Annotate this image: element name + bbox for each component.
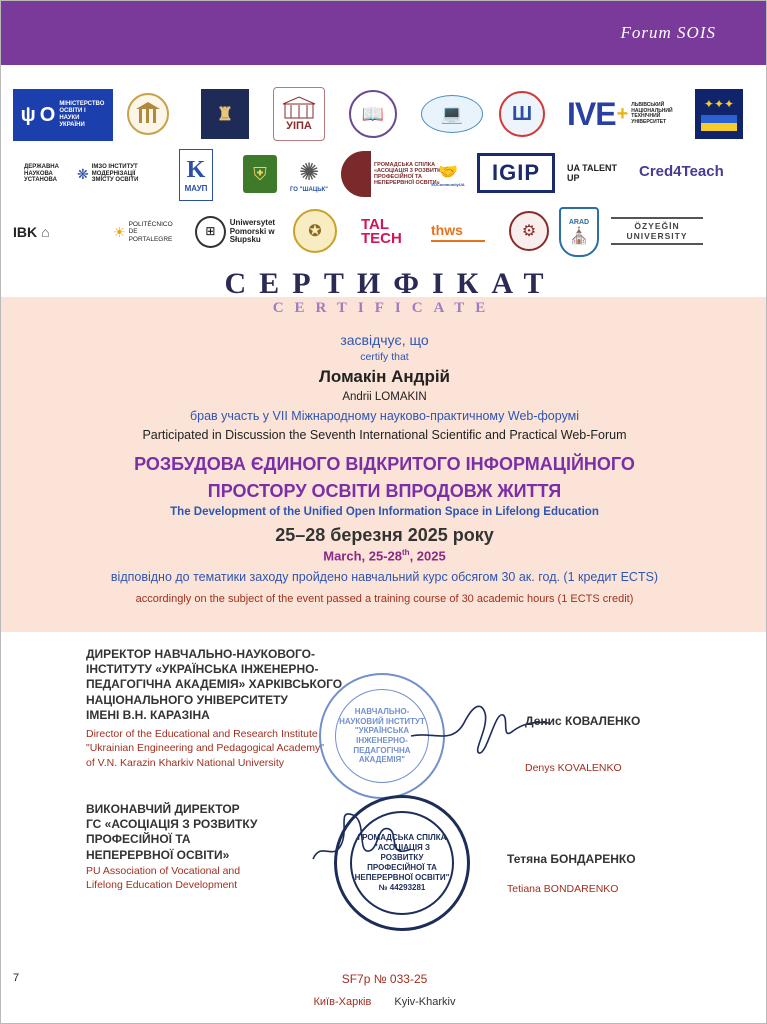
signatory-2-role <box>86 802 316 892</box>
signatory-2-role-en: PU Association of Vocational and Lifelong Education Development <box>86 864 241 892</box>
signatory-1-role-ua: ДИРЕКТОР НАВЧАЛЬНО-НАУКОВОГО- ІНСТИТУТУ «УКРАЇНСЬКА ІНЖЕНЕРНО- ПЕДАГОГІЧНА АКАДЕМІЯ» ХАРКІВСЬКОГО НАЦІОНАЛЬНОГО УНІВЕРСИТЕТУ ІМЕНІ В.Н. КАРАЗІНА <box>86 647 343 722</box>
swirl-icon: ✺ <box>298 158 320 186</box>
state-institution-logo: ДЕРЖАВНА НАУКОВА УСТАНОВА <box>24 164 59 184</box>
association-half-circle-icon <box>341 151 371 197</box>
ozyegin-logo: ÖZYEĞİN UNIVERSITY <box>611 217 703 245</box>
certificate-title-ua: СЕРТИФІКАТ <box>224 267 557 300</box>
university-seal-red-logo <box>509 211 549 251</box>
book-icon: 📖 <box>361 103 385 124</box>
maup-k-icon: K <box>186 157 206 183</box>
crest-icon: ♜ <box>216 103 234 124</box>
header-bar <box>1 1 767 65</box>
ive-logo: IVE + ЛЬВІВСЬКИЙ НАЦІОНАЛЬНИЙ ТЕХНІЧНИЙ УНІВЕРСИТЕТ <box>567 95 673 132</box>
association-vpo-logo: ГРОМАДСЬКА СПІЛКА «АСОЦІАЦІЯ З РОЗВИТКУ ПРОФЕСІЙНОЇ ТА НЕПЕРЕРВНОЇ ОСВІТИ» <box>341 147 465 201</box>
uniwersytet-pomorski-logo: ⊞ Uniwersytet Pomorski w Słupsku <box>195 213 285 251</box>
edcommunity-logo: 🤝 EUCommunityUA <box>431 163 465 187</box>
topic-en: The Development of the Unified Open Information Space in Lifelong Education <box>170 506 599 518</box>
igip-logo: IGIP <box>477 153 555 193</box>
flag-yellow-stripe <box>701 123 737 131</box>
dates-ua: 25–28 березня 2025 року <box>275 525 494 545</box>
columns-icon <box>133 99 163 129</box>
course-ua: відповідно до тематики заходу пройдено навчальний курс обсягом 30 ак. год. (1 кредит ECTS) <box>110 570 659 584</box>
politecnico-portalegre-logo: ☀ POLITÉCNICO DE PORTALEGRE <box>113 221 173 243</box>
partner-logos-row-1 <box>1 87 767 143</box>
taltech-logo: TAL TECH <box>361 215 402 247</box>
signatory-2-name-ua: Тетяна БОНДАРЕНКО <box>507 852 636 866</box>
signature-bondarenko <box>307 801 417 881</box>
institute-seal-logo <box>349 90 397 138</box>
participated-ua: брав участь у VІІ Міжнародному науково-практичному Web-форумі <box>189 409 580 423</box>
certificate-title-wrap <box>1 267 767 301</box>
signatory-1-name-ua: Денис КОВАЛЕНКО <box>525 714 641 728</box>
mon-ukraine-logo: ψ O МІНІСТЕРСТВО ОСВІТИ І НАУКИ УКРАЇНИ <box>13 89 113 141</box>
eu-stars-icon: ✦✦✦ <box>703 97 735 111</box>
plus-icon: + <box>616 102 629 125</box>
recipient-name-ua: Ломакін Андрій <box>318 367 450 386</box>
signatory-2-name-en: Tetiana BONDARENKO <box>507 883 619 895</box>
university-crest-logo <box>201 89 249 139</box>
association-stamp-text: ГРОМАДСЬКА СПІЛКА "АСОЦІАЦІЯ З РОЗВИТКУ ПРОФЕСІЙНОЇ ТА НЕПЕРЕРВНОЇ ОСВІТИ" № 44293281 <box>350 811 454 915</box>
footer-cities <box>1 996 767 1008</box>
building-icon <box>281 96 317 120</box>
arad-university-logo: ARAD ⛪ <box>559 207 599 257</box>
seal-emblem-icon: ⚙ <box>521 223 537 240</box>
trident-icon: Ш <box>511 102 533 125</box>
arad-emblem-icon: ⛪ <box>569 227 589 245</box>
certificate-code: SF7р № 033-25 <box>341 972 428 986</box>
seal-star-icon: ✪ <box>308 223 322 240</box>
signatory-2-role-ua: ВИКОНАВЧИЙ ДИРЕКТОР ГС «АСОЦІАЦІЯ З РОЗВИТКУ ПРОФЕСІЙНОЇ ТА НЕПЕРЕРВНОЇ ОСВІТИ» <box>86 802 258 862</box>
topic-ua-line-2: ПРОСТОРУ ОСВІТИ ВПРОДОВЖ ЖИТТЯ <box>207 481 562 501</box>
imzo-logo: ❋ ІМЗО ІНСТИТУТ МОДЕРНІЗАЦІЇ ЗМІСТУ ОСВІТИ <box>77 164 139 184</box>
institute-stamp-text: НАВЧАЛЬНО- НАУКОВИЙ ІНСТИТУТ "УКРАЇНСЬКА ІНЖЕНЕРНО- ПЕДАГОГІЧНА АКАДЕМІЯ" <box>335 689 429 783</box>
page-number: 7 <box>13 972 20 984</box>
mon-mark-icon: O <box>39 103 56 126</box>
thws-logo: thws <box>431 213 491 251</box>
university-seal-gold-logo <box>293 209 337 253</box>
cred4teach-logo: Cred4Teach <box>639 162 724 180</box>
city-en: Kyiv-Kharkiv <box>394 996 456 1008</box>
house-outline-icon: ⌂ <box>41 224 50 240</box>
dates-en: March, 25-28th, 2025 <box>323 548 446 564</box>
eu-ukraine-flag-logo <box>695 89 743 139</box>
academy-seal-logo <box>127 93 169 135</box>
ua-talent-logo: UA TALENT UP <box>567 163 617 183</box>
thws-underline <box>431 240 485 242</box>
uipa-logo: УІПА <box>273 87 325 141</box>
laptop-icon: 💻 <box>440 103 464 124</box>
go-shatsk-logo: ✺ ГО "ШАЦЬК" <box>289 158 329 193</box>
topic-ua-line-1: РОЗБУДОВА ЄДИНОГО ВІДКРИТОГО ІНФОРМАЦІЙНОГО <box>134 454 635 474</box>
recipient-name-en: Andrii LOMAKIN <box>342 391 427 403</box>
handshake-icon: 🤝 <box>438 163 458 181</box>
signatory-1-role <box>86 647 346 770</box>
regional-emblem-logo <box>243 155 277 193</box>
shield-icon: ⛨ <box>253 163 267 184</box>
education-globe-logo <box>421 95 483 133</box>
ibk-logo: IBK ⌂ <box>13 224 50 240</box>
city-ua: Київ-Харків <box>313 996 372 1008</box>
imzo-emblem-icon: ❋ <box>77 165 89 182</box>
trident-emblem-logo <box>499 91 545 137</box>
certificate-title-en: CERTIFICATE <box>272 300 497 316</box>
course-en: accordingly on the subject of the event passed a training course of 30 academic hours (1 ECTS credit) <box>135 593 634 605</box>
flag-blue-stripe <box>701 115 737 123</box>
university-building-icon: ⊞ <box>195 216 226 248</box>
signatory-1-name-en: Denys KOVALENKO <box>525 762 622 774</box>
participated-en: Participated in Discussion the Seventh International Scientific and Practical Web-Forum <box>142 428 627 442</box>
signatory-1-role-en: Director of the Educational and Research Institute "Ukrainian Engineering and Pedagogical Academy" of V.N. Karazin Kharkiv National University <box>86 728 325 769</box>
certify-en: certify that <box>360 351 409 363</box>
certify-ua: засвідчує, що <box>340 332 429 348</box>
trident-icon: ψ <box>20 103 36 126</box>
forum-label: Forum SOIS <box>620 23 716 42</box>
sun-icon: ☀ <box>113 223 126 240</box>
partner-logos-row-3 <box>1 205 767 261</box>
maup-logo: K МАУП <box>179 149 213 201</box>
partner-logos-row-2 <box>1 147 767 203</box>
